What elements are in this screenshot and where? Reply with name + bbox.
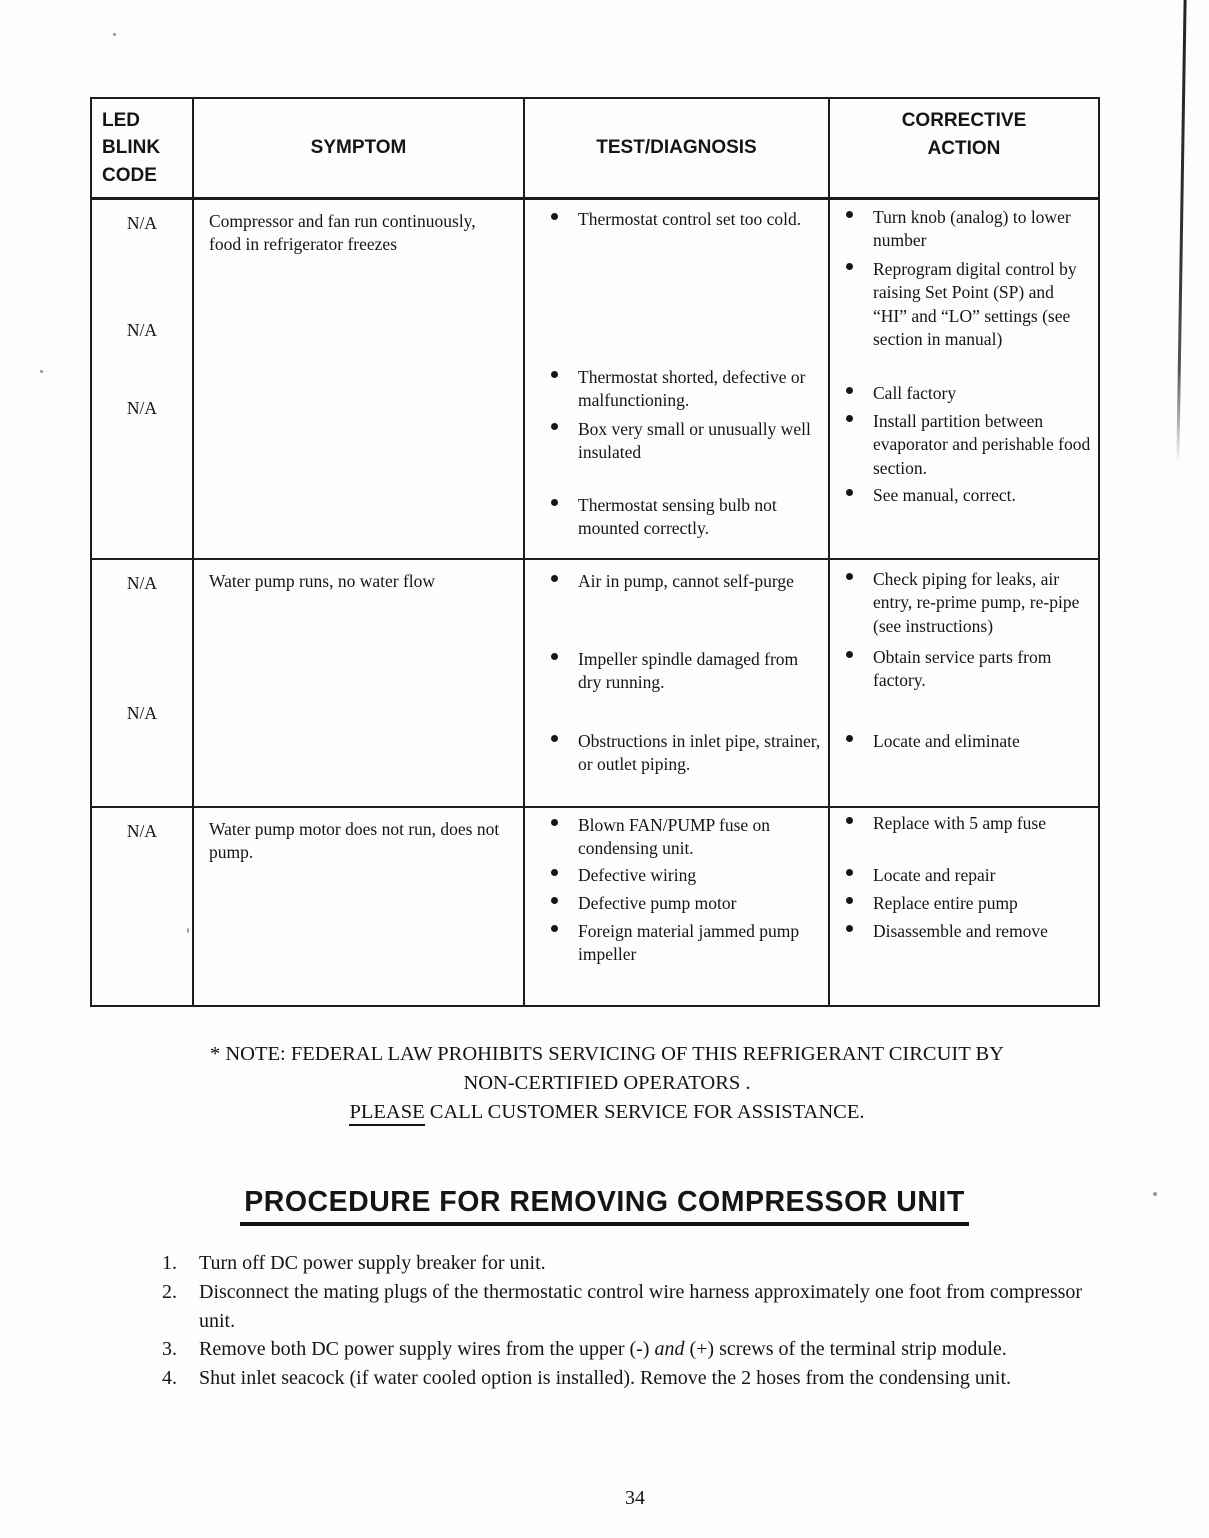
bullet-icon [846, 573, 853, 580]
procedure-step [162, 1335, 1102, 1364]
led-code: N/A [126, 398, 158, 418]
step-number: 4. [162, 1367, 177, 1390]
bullet-icon [846, 415, 853, 422]
bullet-icon [551, 371, 558, 378]
action-item: Locate and eliminate [846, 730, 1092, 753]
step-text: Remove both DC power supply wires from the upper (-) and (+) screws of the terminal strip module. [199, 1338, 1007, 1361]
led-code: N/A [126, 320, 158, 340]
test-diagnosis-cell [525, 200, 830, 558]
test-item: Blown FAN/PUMP fuse on condensing unit. [551, 814, 822, 861]
bullet-icon [846, 869, 853, 876]
test-item: Defective wiring [551, 864, 822, 887]
note-line-1: * NOTE: FEDERAL LAW PROHIBITS SERVICING OF THIS REFRIGERANT CIRCUIT BY [210, 1043, 1004, 1065]
step-number: 1. [162, 1252, 177, 1274]
led-code: N/A [126, 213, 158, 233]
led-code: N/A [126, 703, 158, 723]
test-item: Box very small or unusually well insulated [551, 418, 822, 465]
bullet-icon [551, 653, 558, 660]
procedure-steps [162, 1249, 1102, 1393]
procedure-step [162, 1278, 1102, 1336]
table-row [92, 560, 1098, 808]
led-code-cell [92, 808, 194, 1005]
bullet-icon [551, 869, 558, 876]
bullet-icon [551, 819, 558, 826]
action-item: Locate and repair [846, 864, 1092, 887]
action-item: Call factory [846, 382, 1092, 405]
test-item: Air in pump, cannot self-purge [551, 570, 822, 593]
symptom-text: Water pump motor does not run, does not pump. [209, 819, 500, 863]
step-text: Turn off DC power supply breaker for unit. [199, 1252, 546, 1274]
bullet-icon [846, 387, 853, 394]
test-item: Obstructions in inlet pipe, strainer, or outlet piping. [551, 730, 822, 777]
action-item: Reprogram digital control by raising Set Point (SP) and “HI” and “LO” settings (see section in manual) [846, 258, 1092, 352]
note-line-3: PLEASE CALL CUSTOMER SERVICE FOR ASSISTANCE. [84, 1098, 1130, 1127]
step-italic-word: and [654, 1338, 685, 1361]
test-item: Foreign material jammed pump impeller [551, 920, 822, 967]
action-item: Obtain service parts from factory. [846, 646, 1092, 693]
test-item: Defective pump motor [551, 892, 822, 915]
table-row [92, 808, 1098, 1005]
bullet-icon [551, 897, 558, 904]
action-item: See manual, correct. [846, 484, 1092, 507]
bullet-icon [846, 211, 853, 218]
scan-speckle [40, 370, 43, 373]
page-number: 34 [625, 1487, 645, 1509]
test-diagnosis-cell [525, 808, 830, 1005]
scan-artifact-line [1176, 0, 1186, 464]
federal-law-note [84, 1040, 1130, 1127]
symptom-cell [194, 560, 525, 806]
bullet-icon [551, 575, 558, 582]
led-code-cell [92, 200, 194, 558]
symptom-text: Water pump runs, no water flow [209, 571, 436, 591]
step-number: 2. [162, 1280, 177, 1303]
corrective-action-cell [830, 200, 1098, 558]
table-header-row [92, 99, 1098, 200]
corrective-action-cell [830, 808, 1098, 1005]
bullet-icon [551, 735, 558, 742]
bullet-icon [846, 263, 853, 270]
step-text: Shut inlet seacock (if water cooled option is installed). Remove the 2 hoses from the condensing unit. [199, 1367, 1012, 1390]
bullet-icon [846, 489, 853, 496]
bullet-icon [846, 925, 853, 932]
step-text: Disconnect the mating plugs of the thermostatic control wire harness approximately one foot from compressor unit. [199, 1280, 1083, 1332]
table-row [92, 200, 1098, 560]
led-code: N/A [126, 573, 158, 593]
test-item: Thermostat shorted, defective or malfunctioning. [551, 366, 822, 413]
corrective-action-cell [830, 560, 1098, 806]
bullet-icon [846, 651, 853, 658]
bullet-icon [551, 213, 558, 220]
action-item: Replace entire pump [846, 892, 1092, 915]
procedure-section [0, 1186, 1209, 1226]
procedure-title: PROCEDURE FOR REMOVING COMPRESSOR UNIT [240, 1186, 968, 1226]
led-code-cell [92, 560, 194, 806]
led-code: N/A [126, 821, 158, 841]
header-led-blink-code: LED BLINK CODE [92, 99, 194, 197]
action-item: Install partition between evaporator and perishable food section. [846, 410, 1092, 480]
bullet-icon [846, 817, 853, 824]
note-underlined-word: PLEASE [349, 1101, 424, 1126]
bullet-icon [846, 897, 853, 904]
bullet-icon [551, 423, 558, 430]
action-item: Turn knob (analog) to lower number [846, 206, 1092, 253]
bullet-icon [846, 735, 853, 742]
symptom-cell [194, 808, 525, 1005]
header-corrective-action: CORRECTIVE ACTION [901, 110, 1027, 159]
note-line-2: NON-CERTIFIED OPERATORS . [463, 1072, 751, 1095]
action-item: Replace with 5 amp fuse [846, 812, 1092, 835]
procedure-step [162, 1249, 1102, 1278]
symptom-text: Compressor and fan run continuously, food in refrigerator freezes [209, 211, 476, 255]
scan-speckle [113, 33, 116, 36]
test-diagnosis-cell [525, 560, 830, 806]
bullet-icon [551, 499, 558, 506]
procedure-step [162, 1364, 1102, 1393]
test-item: Thermostat control set too cold. [551, 208, 822, 231]
test-item: Impeller spindle damaged from dry running. [551, 648, 822, 695]
action-item: Disassemble and remove [846, 920, 1092, 943]
bullet-icon [551, 925, 558, 932]
step-number: 3. [162, 1338, 177, 1361]
symptom-cell [194, 200, 525, 558]
header-test-diagnosis: TEST/DIAGNOSIS [525, 99, 830, 197]
header-symptom: SYMPTOM [194, 99, 525, 197]
troubleshooting-table [90, 97, 1100, 1007]
action-item: Check piping for leaks, air entry, re-prime pump, re-pipe (see instructions) [846, 568, 1092, 638]
test-item: Thermostat sensing bulb not mounted correctly. [551, 494, 822, 541]
